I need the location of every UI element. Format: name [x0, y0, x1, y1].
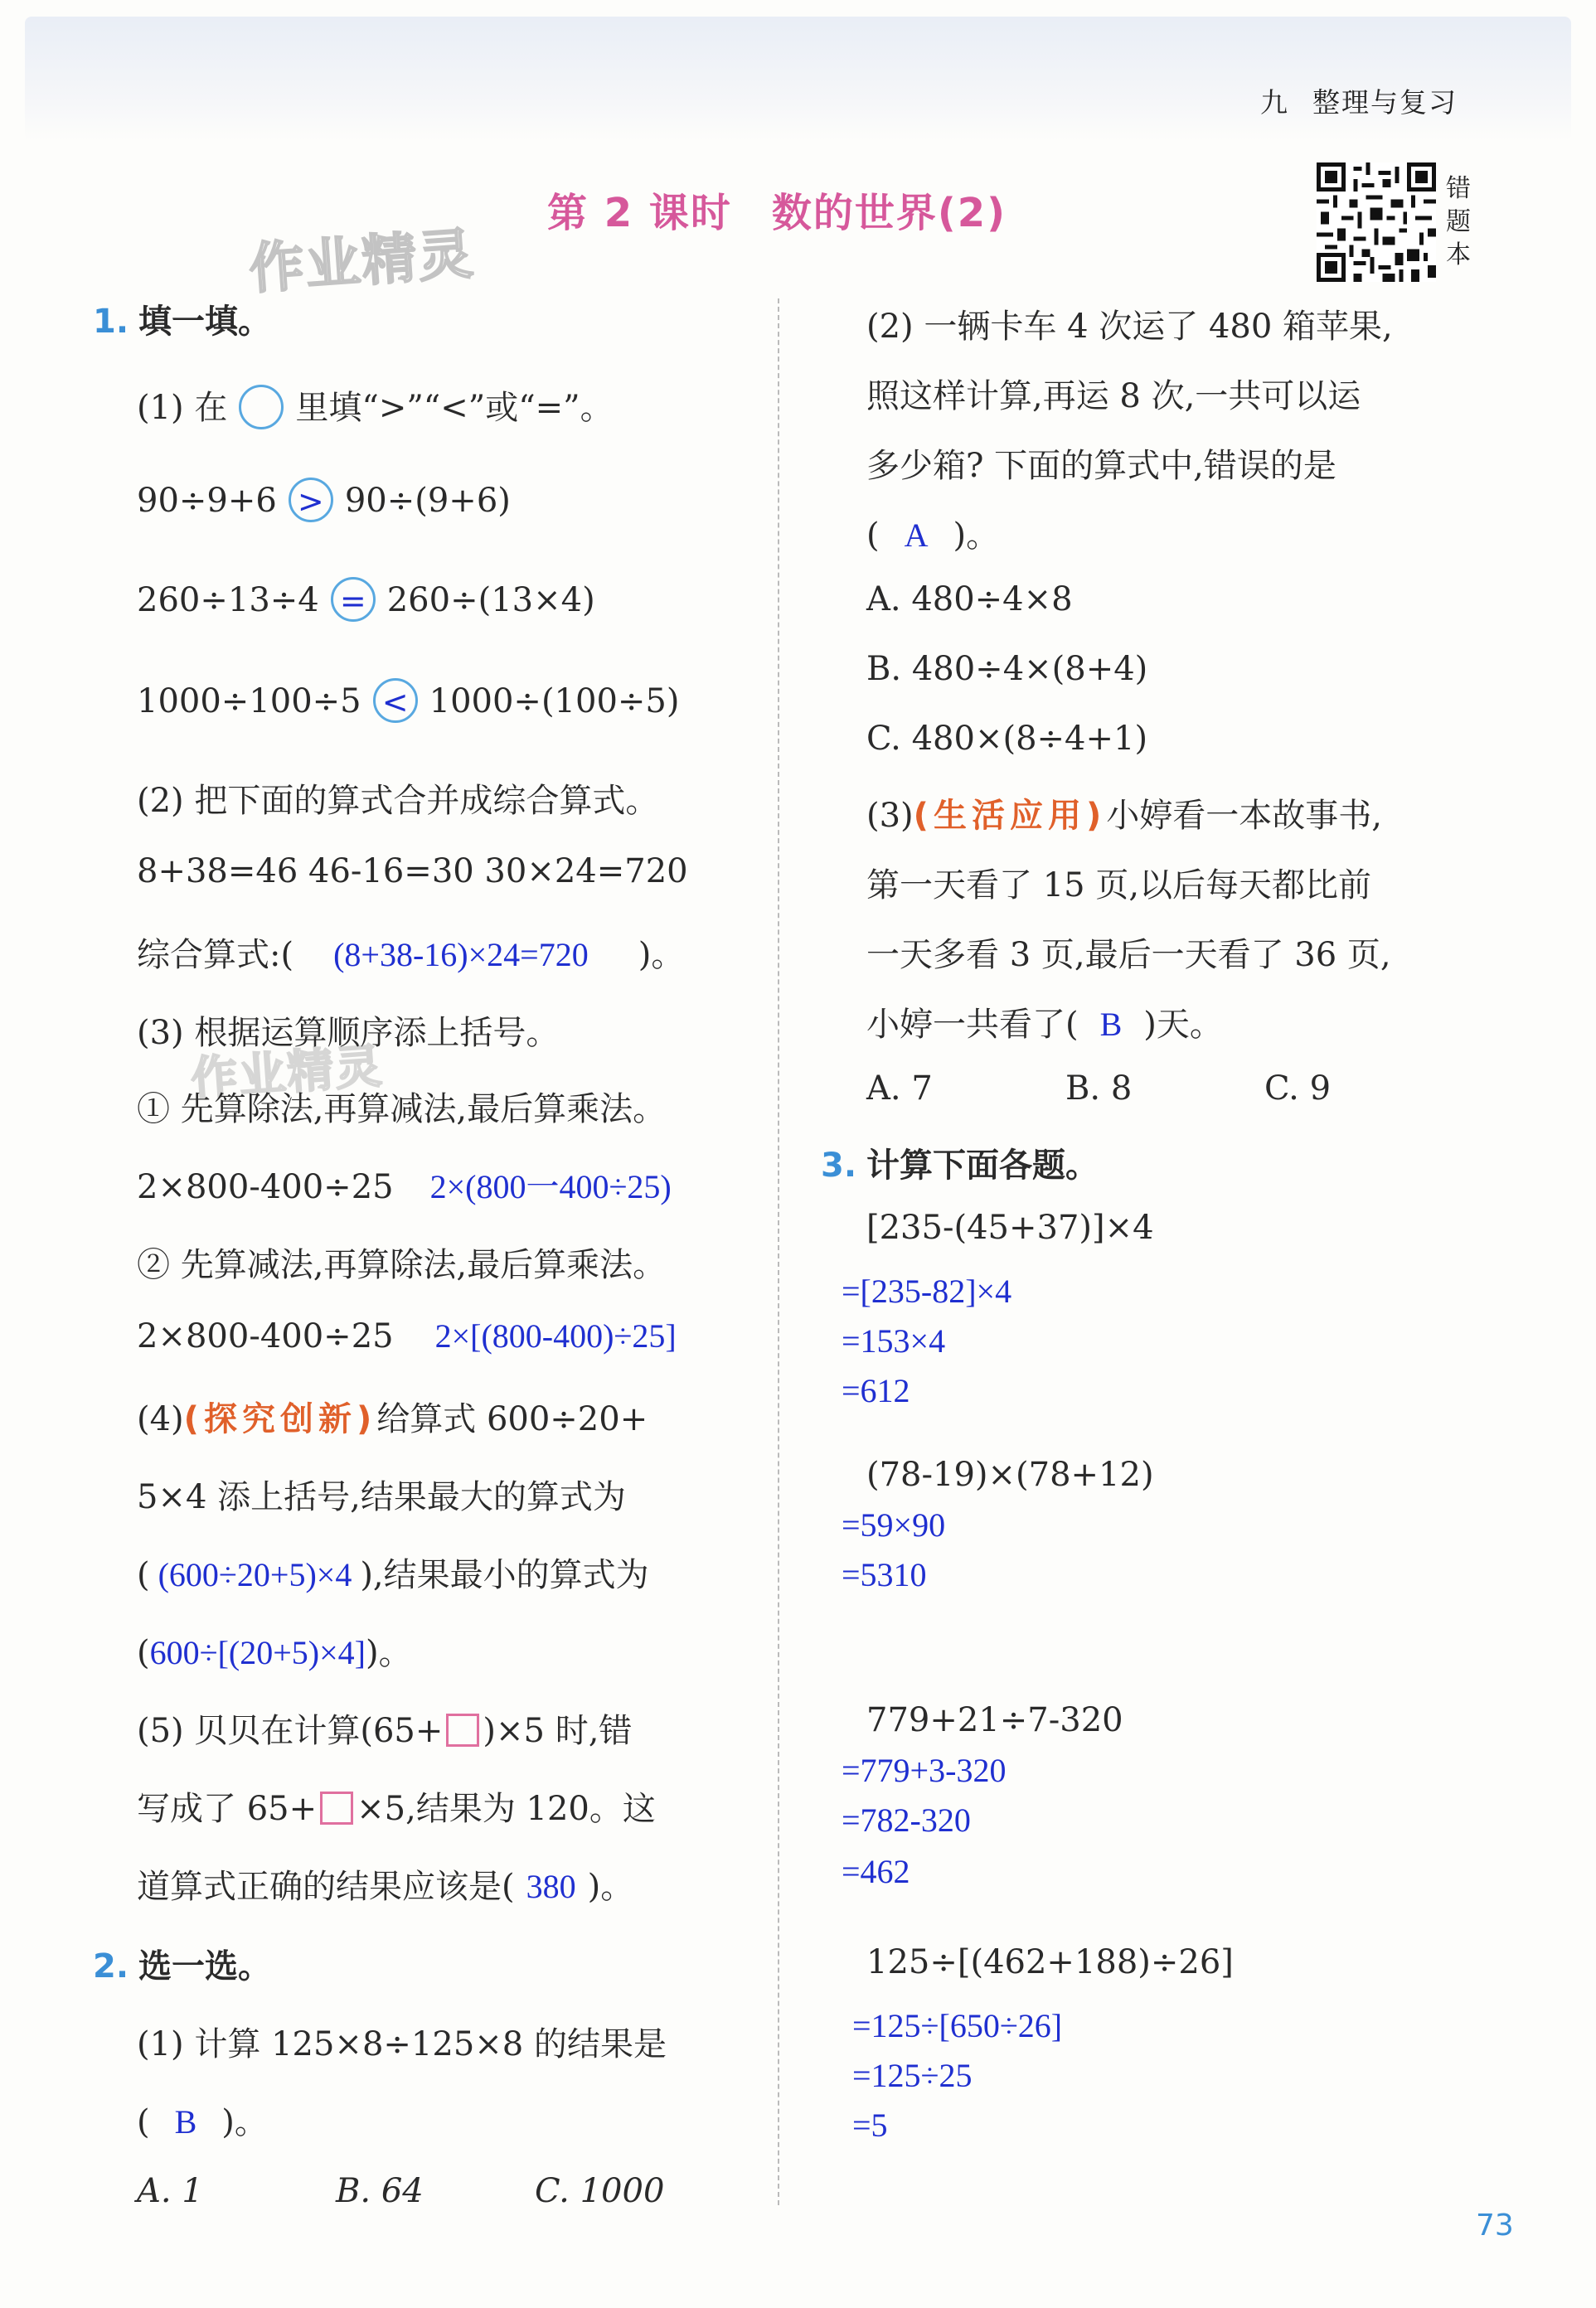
q2-p2-answer[interactable]: A [904, 516, 929, 554]
q3-problem-step[interactable]: =612 [842, 1372, 910, 1409]
q1-p5-text: 写成了 65+ [137, 1790, 318, 1828]
q1-p1-intro [137, 381, 614, 433]
compare-answer-circle[interactable]: > [289, 478, 333, 522]
q3-problem-step[interactable]: =5 [852, 2107, 888, 2144]
q2-p2-paren: ( [866, 516, 880, 555]
q3-problem-expr: 125÷[(462+188)÷26] [866, 1943, 1234, 1981]
header-band [25, 17, 1571, 141]
compare-answer-circle[interactable]: < [373, 678, 418, 723]
q3-problem-step[interactable]: =462 [842, 1853, 910, 1890]
q3-title: 计算下面各题。 [866, 1147, 1099, 1185]
q1-p5-answer[interactable]: 380 [526, 1868, 576, 1905]
q1-p3-step1-expr: 2×800-400÷25 [137, 1168, 394, 1206]
q1-p4-min-answer[interactable]: 600÷[(20+5)×4] [149, 1634, 366, 1671]
q1-p4-close: )。 [365, 1634, 412, 1672]
column-divider [778, 298, 779, 2205]
q1-p5-text: (5) 贝贝在计算(65+ [137, 1712, 444, 1750]
q1-p5-line2 [137, 1782, 656, 1830]
q2-p3-number: (3) [866, 797, 914, 835]
lesson-title [547, 181, 1007, 238]
q1-p5-text: )×5 时,错 [483, 1712, 633, 1750]
q1-p4-paren: ( [137, 1556, 150, 1594]
q3-problem-expr: (78-19)×(78+12) [866, 1456, 1154, 1494]
q2-p2-option-c[interactable]: C. 480×(8÷4+1) [866, 720, 1148, 758]
q3-problem-step[interactable]: =[235-82]×4 [842, 1273, 1012, 1310]
q3-problem-expr: 779+21÷7-320 [866, 1701, 1123, 1739]
lesson-label: 第 2 课时 [547, 190, 732, 236]
q3-problem-step[interactable]: =59×90 [842, 1506, 946, 1544]
q1-p4-line3 [137, 1549, 649, 1596]
q2-p2-line3: 多少箱? 下面的算式中,错误的是 [866, 447, 1336, 485]
q2-heading [93, 1940, 271, 1987]
q2-p2-line2: 照这样计算,再运 8 次,一共可以运 [866, 377, 1361, 415]
qr-label-char: 题 [1446, 207, 1471, 236]
compare-row [137, 580, 595, 625]
compare-right: 1000÷(100÷5) [429, 682, 680, 720]
q3-problem-step[interactable]: =125÷[650÷26] [852, 2007, 1063, 2044]
lesson-name: 数的世界(2) [771, 190, 1007, 236]
compare-left: 260÷13÷4 [137, 581, 319, 619]
q2-p1-option-b[interactable]: B. 64 [336, 2172, 424, 2210]
q2-p3-answer-line [866, 998, 1223, 1045]
q2-p3-option-c[interactable]: C. 9 [1264, 1069, 1332, 1108]
q2-p3-text: )天。 [1143, 1006, 1223, 1044]
compare-row [137, 681, 679, 726]
q3-problem-step[interactable]: =153×4 [842, 1322, 946, 1360]
q1-p4-text: 给算式 600÷20+ [376, 1400, 648, 1438]
q1-p3-step2-expr: 2×800-400÷25 [137, 1317, 394, 1355]
q3-heading [821, 1139, 1099, 1186]
q1-p1-intro-text: 里填“>”“<”或“=”。 [295, 389, 614, 427]
q1-p3-step1-text: ① 先算除法,再算减法,最后算乘法。 [137, 1090, 667, 1128]
q1-heading [93, 295, 271, 342]
q2-p3-line1 [866, 789, 1382, 836]
q1-p5-text: 道算式正确的结果应该是( [137, 1868, 515, 1906]
q1-title: 填一填。 [138, 303, 272, 341]
q2-p2-line1: (2) 一辆卡车 4 次运了 480 箱苹果, [866, 308, 1393, 346]
q1-p2-label: 综合算式:( [137, 936, 294, 974]
q1-p3-step1-line [137, 1161, 672, 1208]
compare-left: 1000÷100÷5 [137, 682, 361, 720]
page-number: 73 [1476, 2209, 1514, 2243]
watermark-logo: 作业精灵 [189, 1039, 386, 1108]
q2-p3-answer[interactable]: B [1099, 1006, 1123, 1043]
q2-p1-option-a[interactable]: A. 1 [137, 2172, 203, 2210]
qr-label [1444, 172, 1472, 272]
q2-p1-close: )。 [221, 2103, 268, 2141]
q3-problem-step[interactable]: =779+3-320 [842, 1752, 1007, 1789]
tag-life-application: (生活应用) [913, 797, 1107, 835]
q1-p2-equations: 8+38=46 46-16=30 30×24=720 [137, 852, 688, 890]
q2-p2-close: )。 [953, 516, 1000, 555]
q2-p1-answer[interactable]: B [174, 2103, 197, 2141]
empty-circle-icon [239, 385, 284, 429]
q1-number: 1. [93, 303, 129, 341]
q1-p3-step2-text: ② 先算减法,再算除法,最后算乘法。 [137, 1246, 667, 1284]
q1-p4-line1 [137, 1393, 648, 1440]
q1-p4-text: ),结果最小的算式为 [360, 1556, 649, 1594]
compare-right: 90÷(9+6) [344, 482, 511, 520]
q2-p3-text: 小婷一共看了( [866, 1006, 1079, 1044]
q1-p5-text: ×5,结果为 120。这 [357, 1790, 656, 1828]
q2-p3-option-a[interactable]: A. 7 [866, 1069, 933, 1108]
q2-p1-paren: ( [137, 2103, 150, 2141]
q1-p5-line3 [137, 1860, 633, 1908]
tag-explore-innovate: (探究创新) [183, 1400, 377, 1438]
qr-label-char: 错 [1446, 174, 1471, 203]
chapter-number: 九 [1260, 86, 1289, 119]
q3-number: 3. [821, 1147, 857, 1185]
qr-code-icon[interactable] [1317, 162, 1436, 282]
q2-p3-line3: 一天多看 3 页,最后一天看了 36 页, [866, 936, 1391, 974]
q1-p2-close: )。 [638, 936, 685, 974]
q1-p3-step1-answer[interactable]: 2×(800一400÷25) [429, 1168, 672, 1205]
compare-left: 90÷9+6 [137, 482, 277, 520]
q1-p1-intro-text: (1) 在 [137, 389, 228, 427]
q1-p2-prompt: (2) 把下面的算式合并成综合算式。 [137, 782, 659, 820]
compare-answer-circle[interactable]: = [331, 577, 376, 622]
q2-p3-line2: 第一天看了 15 页,以后每天都比前 [866, 866, 1372, 904]
q2-p1-option-c[interactable]: C. 1000 [535, 2172, 665, 2210]
q1-p2-answer-line [137, 929, 684, 976]
q3-problem-expr: [235-(45+37)]×4 [866, 1209, 1154, 1247]
compare-right: 260÷(13×4) [386, 581, 595, 619]
q2-p2-option-b[interactable]: B. 480÷4×(8+4) [866, 650, 1148, 688]
q1-p4-line2: 5×4 添上括号,结果最大的算式为 [137, 1478, 626, 1516]
q2-p3-option-b[interactable]: B. 8 [1065, 1069, 1133, 1108]
empty-box-icon [320, 1792, 353, 1825]
q1-p5-text: )。 [587, 1868, 634, 1906]
q1-p3-prompt: (3) 根据运算顺序添上括号。 [137, 1014, 560, 1052]
chapter-title: 整理与复习 [1312, 86, 1458, 119]
chapter-header [1260, 81, 1458, 120]
q3-problem-step[interactable]: =125÷25 [852, 2057, 973, 2094]
compare-row [137, 481, 511, 526]
q1-p5-line1 [137, 1704, 632, 1752]
q1-p4-paren: ( [137, 1634, 150, 1672]
q3-problem-step[interactable]: =5310 [842, 1556, 927, 1593]
q2-p2-answer-line [866, 509, 999, 556]
q2-p1-prompt: (1) 计算 125×8÷125×8 的结果是 [137, 2025, 667, 2063]
q2-number: 2. [93, 1947, 129, 1986]
q2-p1-answer-line [137, 2096, 268, 2143]
q3-problem-step[interactable]: =782-320 [842, 1801, 971, 1839]
empty-box-icon [446, 1714, 479, 1747]
q2-p2-option-a[interactable]: A. 480÷4×8 [866, 580, 1073, 618]
q1-p2-answer[interactable]: (8+38-16)×24=720 [333, 936, 589, 973]
q1-p4-max-answer[interactable]: (600÷20+5)×4 [158, 1556, 352, 1593]
q2-title: 选一选。 [138, 1947, 272, 1986]
q1-p4-number: (4) [137, 1400, 184, 1438]
q1-p4-line4 [137, 1627, 412, 1674]
q2-p3-text: 小婷看一本故事书, [1106, 797, 1382, 835]
q1-p3-step2-line [137, 1316, 677, 1355]
qr-label-char: 本 [1446, 240, 1471, 269]
watermark-logo: 作业精灵 [247, 221, 477, 302]
q1-p3-step2-answer[interactable]: 2×[(800-400)÷25] [434, 1317, 677, 1355]
